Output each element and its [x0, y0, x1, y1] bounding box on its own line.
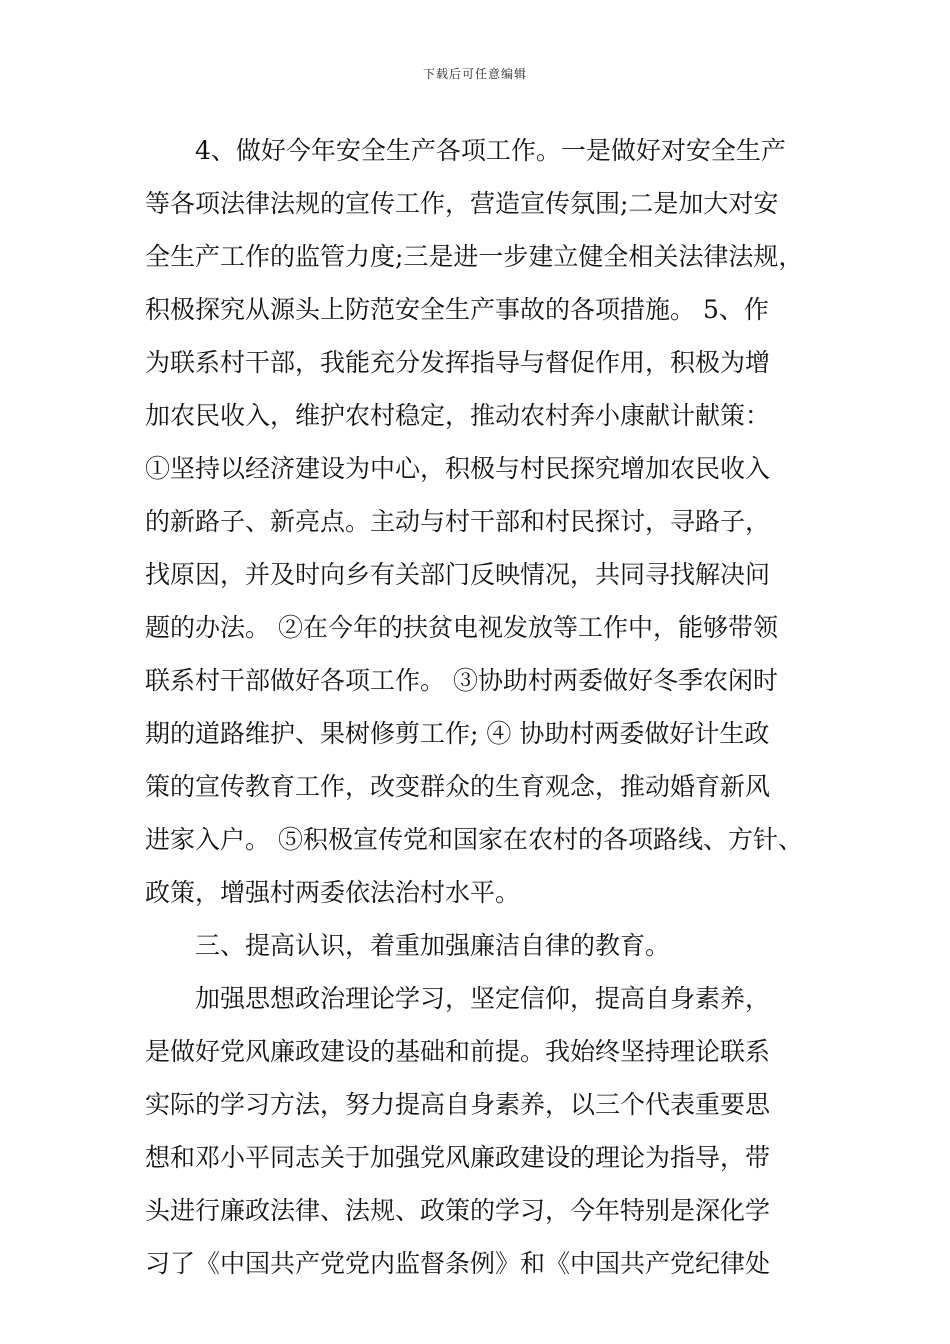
text-line: 为联系村干部，我能充分发挥指导与督促作用，积极为增: [145, 348, 771, 377]
text-line: 找原因，并及时向乡有关部门反映情况，共同寻找解决问: [145, 560, 771, 589]
text-line: 等各项法律法规的宣传工作，营造宣传氛围;二是加大对安: [145, 189, 779, 218]
text-line: 4、做好今年安全生产各项工作。一是做好对安全生产: [195, 136, 786, 165]
text-line: 积极探究从源头上防范安全生产事故的各项措施。 5、作: [145, 295, 769, 324]
text-line: 策的宣传教育工作，改变群众的生育观念，推动婚育新风: [145, 772, 771, 801]
text-line: 进家入户。 ⑤积极宣传党和国家在农村的各项路线、方针、: [145, 825, 803, 854]
text-line: 联系村干部做好各项工作。 ③协助村两委做好冬季农闲时: [145, 666, 778, 695]
text-line: 头进行廉政法律、法规、政策的学习，今年特别是深化学: [145, 1196, 771, 1225]
text-line: 实际的学习方法，努力提高自身素养，以三个代表重要思: [145, 1090, 771, 1119]
text-line: 习了《中国共产党党内监督条例》和《中国共产党纪律处: [145, 1249, 771, 1278]
text-line: 题的办法。 ②在今年的扶贫电视发放等工作中，能够带领: [145, 613, 778, 642]
text-line: ①坚持以经济建设为中心，积极与村民探究增加农民收入: [145, 454, 771, 483]
text-line: 加农民收入，维护农村稳定，推动农村奔小康献计献策：: [145, 401, 771, 430]
text-line: 的新路子、新亮点。主动与村干部和村民探讨，寻路子，: [145, 507, 771, 536]
text-line: 加强思想政治理论学习，坚定信仰，提高自身素养，: [195, 984, 771, 1013]
text-line: 全生产工作的监管力度;三是进一步建立健全相关法律法规，: [145, 242, 804, 271]
document-body: [145, 124, 825, 1290]
page-header: 下载后可任意编辑: [422, 67, 527, 81]
text-line: 期的道路维护、果树修剪工作; ④ 协助村两委做好计生政: [145, 719, 770, 748]
text-line: 三、提高认识，着重加强廉洁自律的教育。: [195, 931, 671, 960]
text-line: 想和邓小平同志关于加强党风廉政建设的理论为指导，带: [145, 1143, 771, 1172]
text-line: 是做好党风廉政建设的基础和前提。我始终坚持理论联系: [145, 1037, 771, 1066]
text-line: 政策，增强村两委依法治村水平。: [145, 878, 521, 907]
